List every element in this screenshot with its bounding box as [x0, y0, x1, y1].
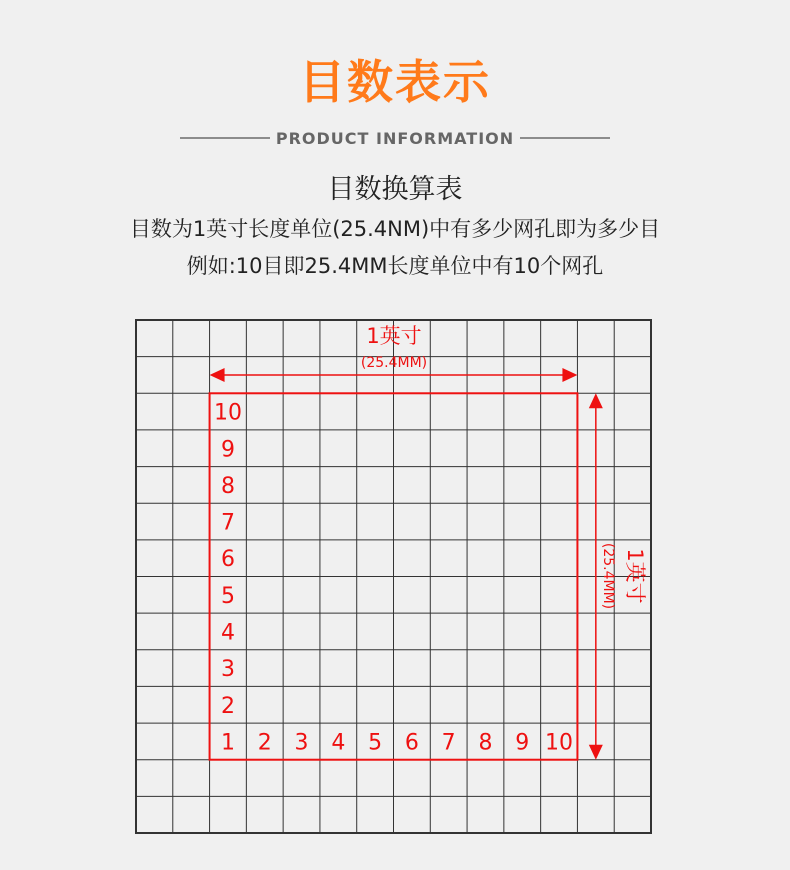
- arrow-left-icon: [210, 368, 225, 382]
- left-number: 10: [213, 400, 242, 426]
- horizontal-mm-label: (25.4MM): [360, 355, 428, 371]
- horizontal-inch-label: 1英寸: [366, 324, 422, 348]
- bottom-number: 9: [515, 730, 530, 756]
- bottom-cell-numbers: [221, 730, 573, 755]
- left-number: 8: [220, 473, 235, 499]
- description-line-1: 目数为1英寸长度单位(25.4NM)中有多少网孔即为多少目: [129, 217, 661, 241]
- vertical-mm-label: (25.4MM): [600, 542, 616, 610]
- bottom-number: 7: [441, 730, 456, 756]
- bottom-number: 8: [478, 730, 493, 756]
- arrow-down-icon: [589, 745, 603, 760]
- vertical-inch-label: 1英寸: [623, 548, 647, 604]
- bottom-number: 2: [257, 730, 272, 756]
- subtitle: PRODUCT INFORMATION: [275, 128, 515, 148]
- bottom-number: 4: [331, 730, 346, 756]
- left-cell-numbers: [214, 401, 242, 719]
- bottom-number: 6: [404, 730, 419, 756]
- left-number: 9: [220, 437, 235, 463]
- page-title: 目数表示: [299, 55, 491, 109]
- left-number: 5: [220, 583, 235, 609]
- left-number: 7: [220, 510, 235, 536]
- bottom-number: 3: [294, 730, 309, 756]
- left-number: 3: [220, 657, 235, 683]
- arrow-up-icon: [589, 393, 603, 408]
- section-heading: 目数换算表: [327, 174, 463, 205]
- grid-lines: [136, 320, 651, 833]
- left-number: 2: [220, 693, 235, 719]
- left-number: 6: [220, 547, 235, 573]
- bottom-number: 5: [368, 730, 383, 756]
- arrow-right-icon: [562, 368, 577, 382]
- bottom-number: 1: [220, 730, 235, 756]
- left-number: 4: [220, 620, 235, 646]
- bottom-number: 10: [545, 730, 574, 756]
- description-line-2: 例如:10目即25.4MM长度单位中有10个网孔: [186, 254, 604, 278]
